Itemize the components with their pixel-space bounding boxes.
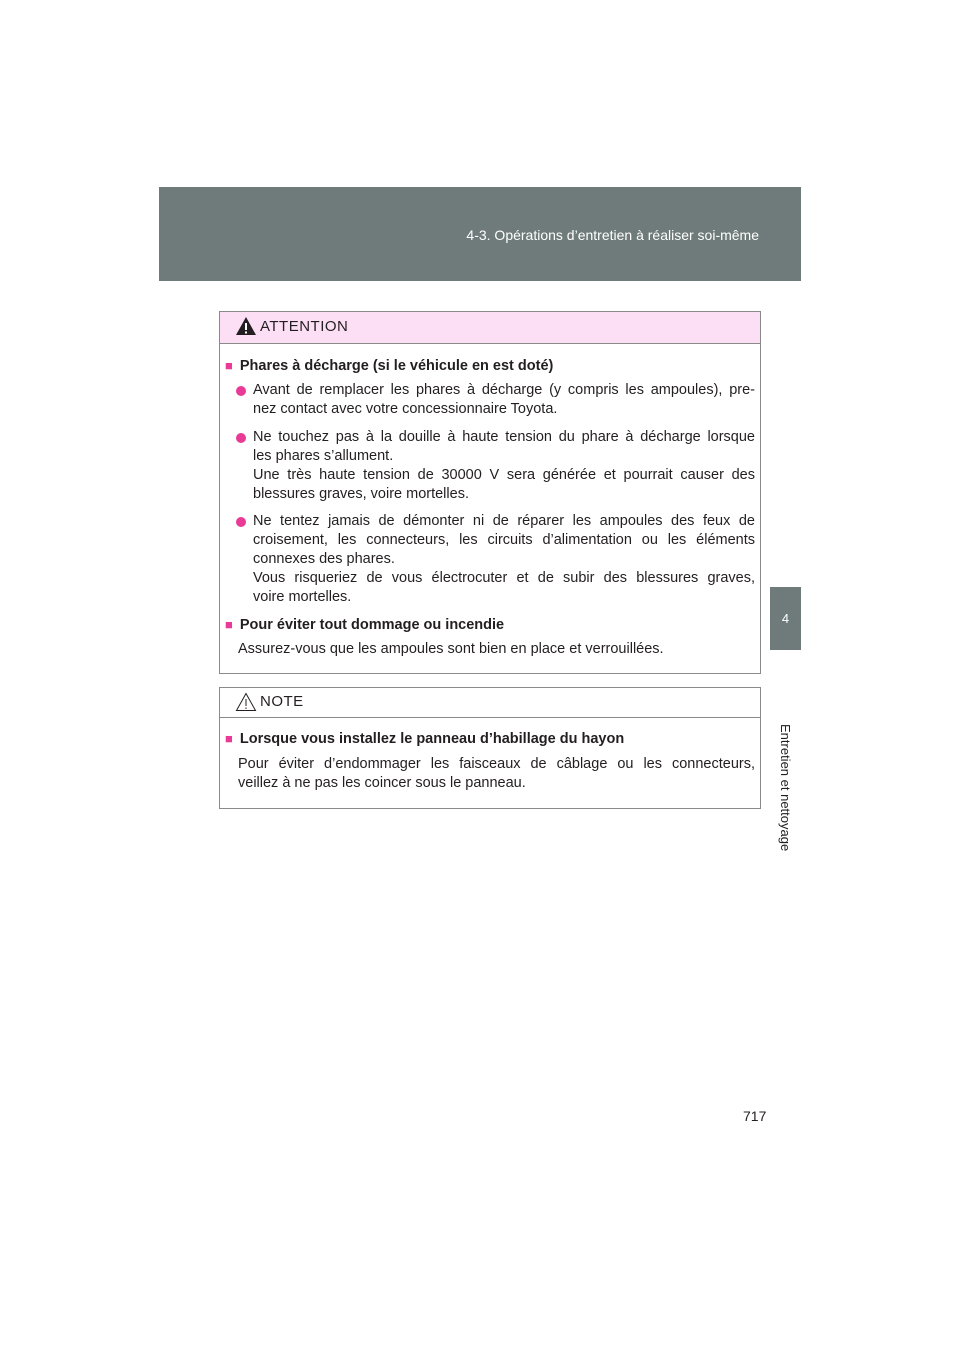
section-title: 4-3. Opérations d’entretien à réaliser soi-même: [466, 227, 759, 243]
attention-header: [220, 312, 760, 344]
attention-title: ATTENTION: [260, 318, 349, 335]
round-bullet-icon: [236, 433, 246, 443]
header-band: [159, 187, 801, 281]
round-bullet-icon: [236, 386, 246, 396]
chapter-side-tab: [770, 587, 801, 1349]
note-title: NOTE: [260, 693, 304, 710]
square-bullet-icon: ■: [225, 617, 233, 632]
note-box: [219, 687, 761, 809]
chapter-label-area: [770, 650, 801, 850]
note-header: [220, 688, 760, 718]
note-heading: ■ Lorsque vous installez le panneau d’habillage du hayon: [225, 731, 625, 747]
attention-bullet-3: Ne tentez jamais de démonter ni de réparer les ampoules des feux de croisement, les connecteurs, les circuits d’alimentation ou les éléments connexes des phares. Vous risqueriez de vous électrocuter et de subir des blessures graves, voire mortelles.: [236, 512, 755, 607]
page-number: 717: [743, 1108, 767, 1124]
attention-box: [219, 311, 761, 674]
round-bullet-icon: [236, 517, 246, 527]
attention-paragraph-2: Assurez-vous que les ampoules sont bien en place et verrouillées.: [238, 641, 664, 657]
chapter-number: 4: [770, 587, 801, 650]
square-bullet-icon: ■: [225, 358, 233, 373]
attention-heading-2: ■ Pour éviter tout dommage ou incendie: [225, 617, 505, 633]
attention-bullet-2: Ne touchez pas à la douille à haute tension du phare à décharge lorsque les phares s’allument. Une très haute tension de 30000 V sera générée et pourrait causer des blessures graves, voire mortelles.: [236, 428, 755, 504]
chapter-label: Entretien et nettoyage: [778, 724, 793, 852]
square-bullet-icon: ■: [225, 731, 233, 746]
attention-heading-1: ■ Phares à décharge (si le véhicule en est doté): [225, 358, 554, 374]
note-paragraph: Pour éviter d’endommager les faisceaux de câblage ou les connecteurs, veillez à ne pas les coincer sous le panneau.: [238, 756, 755, 791]
attention-bullet-1: Avant de remplacer les phares à décharge (y compris les ampoules), pre- nez contact avec votre concessionnaire Toyota.: [236, 381, 755, 419]
warning-triangle-filled-icon: [235, 316, 257, 336]
warning-triangle-outline-icon: [235, 692, 257, 712]
